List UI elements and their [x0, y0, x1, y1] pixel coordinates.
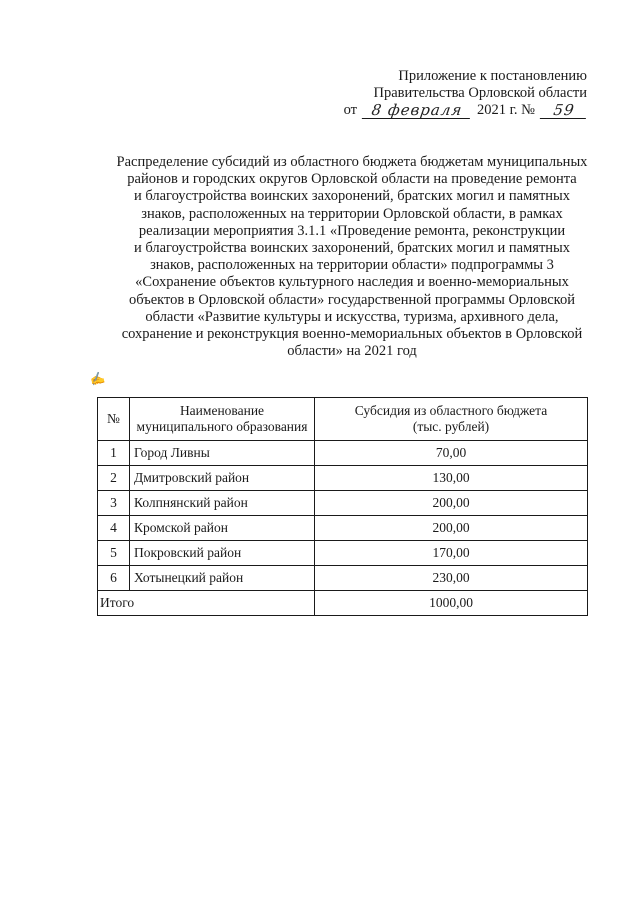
table-row: [98, 516, 588, 541]
handwritten-number: 59: [540, 102, 588, 119]
table-row: [98, 466, 588, 491]
table-row: [98, 541, 588, 566]
table-total-row: [98, 591, 588, 616]
appendix-date-line: [327, 102, 587, 119]
row-value: 170,00: [315, 541, 588, 566]
row-value: 230,00: [315, 566, 588, 591]
row-name: Колпнянский район: [130, 491, 315, 516]
appendix-header: [327, 68, 587, 119]
row-num: 1: [98, 441, 130, 466]
header-value-line-1: Субсидия из областного бюджета: [354, 403, 548, 418]
row-num: 5: [98, 541, 130, 566]
title-line: знаков, расположенных на территории Орловской области, в рамках: [141, 205, 563, 222]
title-line: районов и городских округов Орловской области на проведение ремонта: [127, 171, 577, 188]
title-line: области» на 2021 год: [287, 343, 417, 360]
table-row: [98, 491, 588, 516]
header-value: [315, 398, 588, 441]
total-label: Итого: [98, 591, 315, 616]
header-name-line-1: Наименование: [179, 403, 265, 418]
title-line: Распределение субсидий из областного бюджета бюджетам муниципальных: [116, 154, 588, 170]
row-num: 2: [98, 466, 130, 491]
document-title: [96, 154, 608, 360]
title-line: и благоустройства воинских захоронений, братских могил и памятных: [133, 188, 571, 205]
header-value-line-2: (тыс. рублей): [412, 419, 490, 434]
appendix-line-2: Правительства Орловской области: [373, 85, 587, 101]
total-value: 1000,00: [315, 591, 588, 616]
title-line: реализации мероприятия 3.1.1 «Проведение ремонта, реконструкции: [138, 222, 566, 239]
table-row: [98, 566, 588, 591]
row-value: 130,00: [315, 466, 588, 491]
row-name: Кромской район: [130, 516, 315, 541]
row-name: Дмитровский район: [130, 466, 315, 491]
handwritten-date: 8 февраля: [362, 102, 472, 119]
row-value: 200,00: [315, 516, 588, 541]
subsidy-table: [97, 397, 588, 616]
row-num: 3: [98, 491, 130, 516]
title-line: «Сохранение объектов культурного наследия и военно-мемориальных: [135, 274, 569, 291]
row-name: Город Ливны: [130, 441, 315, 466]
title-line: знаков, расположенных на территории области» подпрограммы 3: [150, 257, 554, 274]
title-line: сохранение и реконструкция военно-мемориальных объектов в Орловской: [121, 326, 583, 343]
header-num: №: [98, 398, 130, 441]
table-header-row: [98, 398, 588, 441]
year-number-label: 2021 г. №: [476, 102, 535, 118]
row-name: Покровский район: [130, 541, 315, 566]
appendix-line-1: Приложение к постановлению: [398, 68, 587, 84]
handwritten-mark: ✍: [88, 370, 107, 388]
row-num: 6: [98, 566, 130, 591]
date-prefix: от: [343, 102, 357, 118]
title-line: объектов в Орловской области» государственной программы Орловской: [128, 291, 575, 308]
row-value: 200,00: [315, 491, 588, 516]
header-name: [130, 398, 315, 441]
table-row: [98, 441, 588, 466]
row-value: 70,00: [315, 441, 588, 466]
row-num: 4: [98, 516, 130, 541]
title-line: и благоустройства воинских захоронений, братских могил и памятных: [133, 240, 571, 257]
header-name-line-2: муниципального образования: [136, 419, 308, 434]
row-name: Хотынецкий район: [130, 566, 315, 591]
title-line: области «Развитие культуры и искусства, туризма, архивного дела,: [145, 308, 559, 325]
